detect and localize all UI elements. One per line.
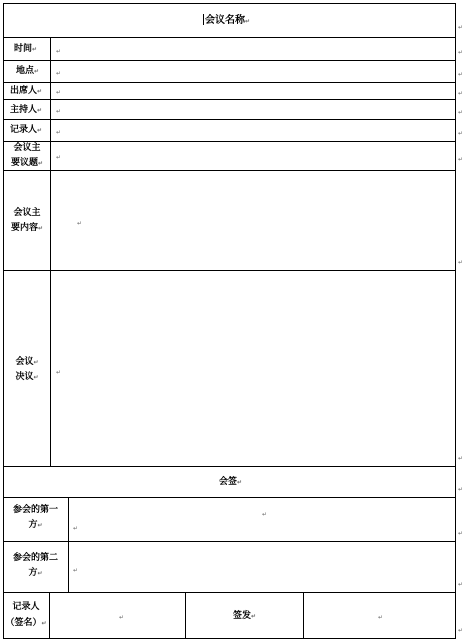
row-end-mark: ↵ [458, 109, 464, 116]
time-value-field[interactable]: ↵ [56, 48, 62, 55]
paragraph-mark-icon: ↵ [37, 88, 43, 95]
rule [3, 119, 456, 120]
party-b-value-field[interactable]: ↵ [73, 567, 79, 574]
countersign-heading: 会签↵ [219, 477, 243, 487]
paragraph-mark-icon: ↵ [32, 46, 38, 53]
content-value-field[interactable]: ↵ [77, 220, 83, 227]
rule [3, 141, 456, 142]
paragraph-mark-icon: ↵ [37, 225, 44, 232]
rule [3, 60, 456, 61]
row-end-mark: ↵ [458, 24, 464, 31]
rule [50, 37, 51, 466]
row-end-mark: ↵ [458, 130, 464, 137]
label-party-a: 参会的第一 方↵ [12, 505, 58, 530]
rule [3, 592, 456, 593]
rule [49, 592, 50, 639]
row-end-mark: ↵ [458, 486, 464, 493]
label-topic: 会议主 要议题↵ [10, 143, 44, 168]
rule [3, 99, 456, 100]
label-host: 主持人↵ [10, 105, 43, 115]
label-recorder: 记录人↵ [10, 125, 43, 135]
issue-signature-field[interactable]: ↵ [378, 614, 384, 621]
paragraph-mark-icon: ↵ [237, 479, 243, 486]
paragraph-mark-icon: ↵ [37, 160, 44, 167]
paragraph-mark-icon: ↵ [34, 68, 40, 75]
recorder-value-field[interactable]: ↵ [56, 129, 62, 136]
rule [3, 466, 456, 467]
row-end-mark: ↵ [458, 71, 464, 78]
paragraph-mark-icon: ↵ [33, 359, 39, 366]
place-value-field[interactable]: ↵ [56, 70, 62, 77]
row-end-mark: ↵ [458, 627, 464, 634]
party-a-mark: ↵ [262, 511, 268, 518]
row-end-mark: ↵ [458, 455, 464, 462]
row-end-mark: ↵ [458, 259, 464, 266]
rule [3, 541, 456, 542]
row-end-mark: ↵ [458, 49, 464, 56]
paragraph-mark-icon: ↵ [37, 570, 43, 577]
row-end-mark: ↵ [458, 581, 464, 588]
rule [3, 497, 456, 498]
label-time: 时间↵ [14, 44, 38, 54]
row-end-mark: ↵ [458, 90, 464, 97]
paragraph-mark-icon: ↵ [37, 127, 43, 134]
text-cursor [203, 14, 204, 25]
label-place: 地点↵ [16, 66, 40, 76]
attendees-value-field[interactable]: ↵ [56, 89, 62, 96]
rule [3, 37, 456, 38]
rule [3, 82, 456, 83]
paragraph-mark-icon: ↵ [41, 620, 47, 627]
rule [3, 270, 456, 271]
resolution-value-field[interactable]: ↵ [56, 369, 62, 376]
paragraph-mark-icon: ↵ [37, 107, 43, 114]
rule [303, 592, 304, 639]
paragraph-mark-icon: ↵ [33, 374, 39, 381]
form-title: 会议名称↵ [205, 15, 251, 26]
topic-value-field[interactable]: ↵ [56, 154, 62, 161]
paragraph-mark-icon: ↵ [245, 18, 251, 25]
rule [185, 592, 186, 639]
label-recorder-signature: 记录人 （签名）↵ [5, 602, 47, 628]
rule [3, 170, 456, 171]
recorder-signature-field[interactable]: ↵ [119, 614, 125, 621]
paragraph-mark-icon: ↵ [251, 613, 257, 620]
label-issue: 签发↵ [233, 611, 257, 621]
party-a-value-field[interactable]: ↵ [73, 525, 79, 532]
label-resolution: 会议↵ 决议↵ [15, 357, 39, 382]
label-content: 会议主 要内容↵ [10, 208, 44, 233]
paragraph-mark-icon: ↵ [37, 522, 43, 529]
label-party-b: 参会的第二 方↵ [12, 553, 58, 578]
rule [68, 497, 69, 592]
label-attendees: 出席人↵ [10, 86, 43, 96]
row-end-mark: ↵ [458, 530, 464, 537]
row-end-mark: ↵ [458, 156, 464, 163]
host-value-field[interactable]: ↵ [56, 108, 62, 115]
